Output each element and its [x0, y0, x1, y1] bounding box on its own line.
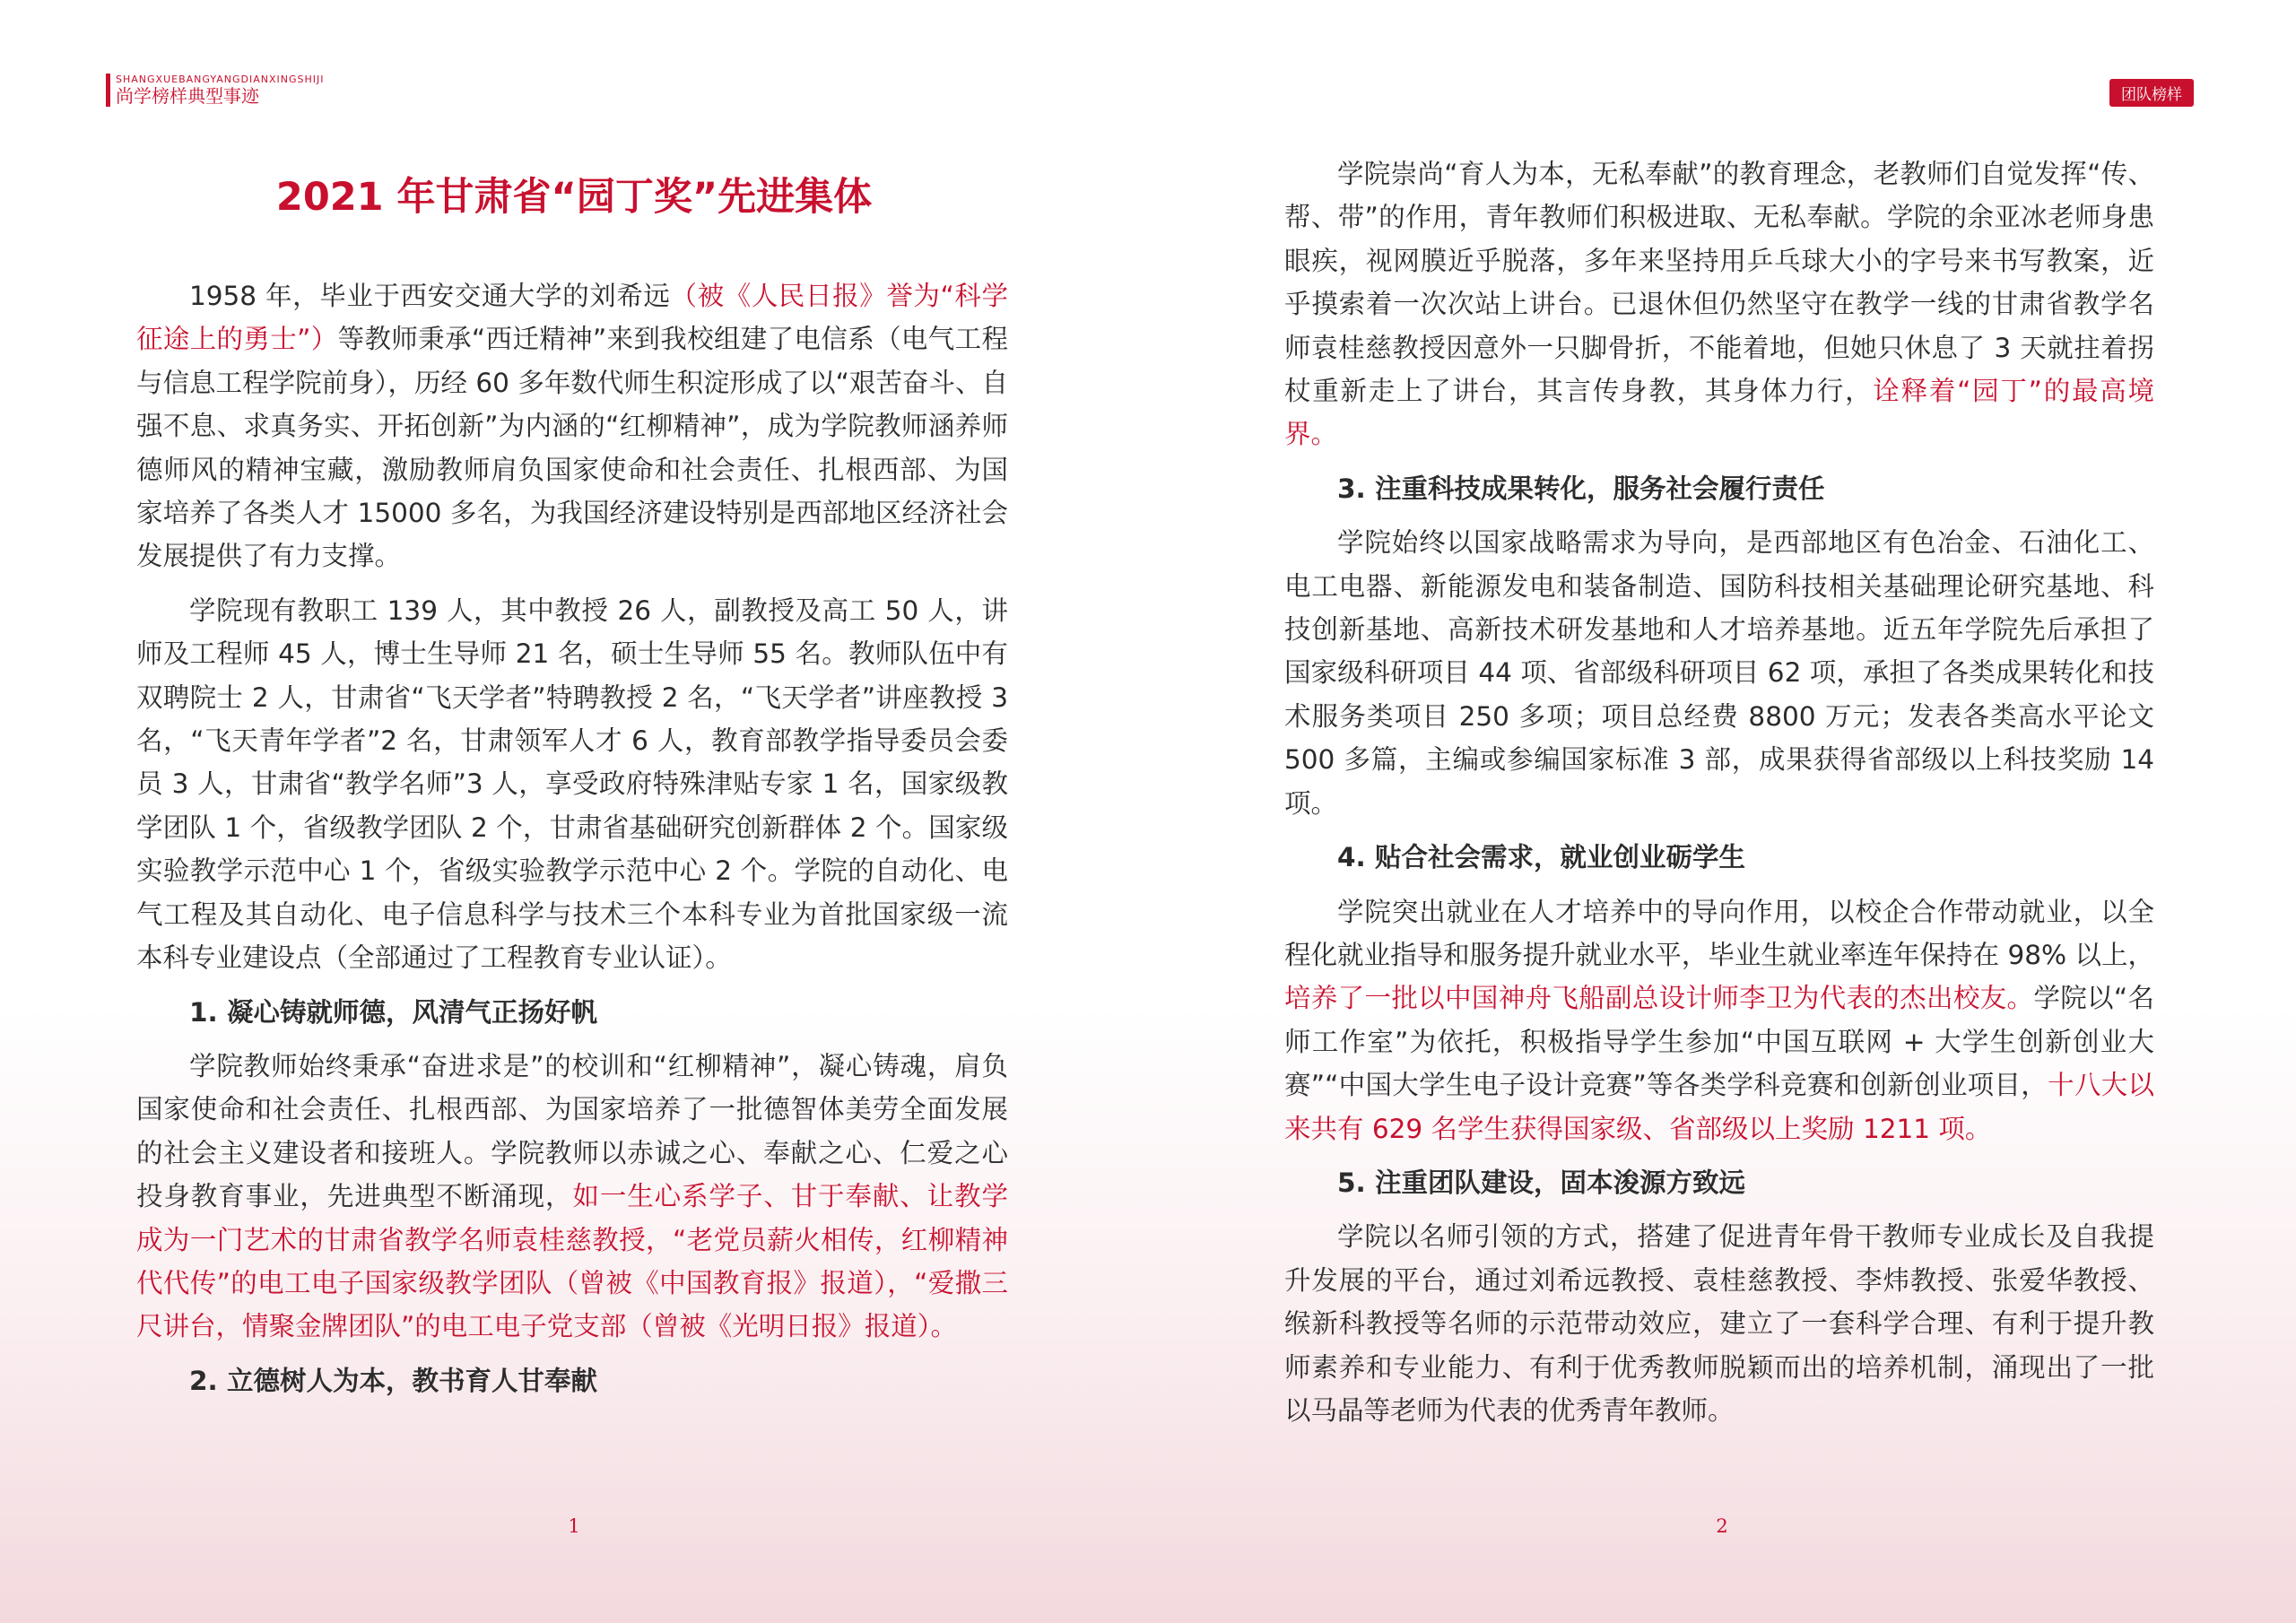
- highlight-text: 如一生心系学子、甘于奉献、让教学成为一门艺术的甘肃省教学名师袁桂慈教授，“老党员薪火相传，红柳精神代代传”的电工电子国家级教学团队（曾被《中国教育报》报道），“爱撒三尺讲台，情聚金牌团队”的电工电子党支部（曾被《光明日报》报道）。: [136, 1181, 1008, 1342]
- page-number: 2: [1716, 1515, 1728, 1537]
- paragraph: 学院始终以国家战略需求为导向，是西部地区有色冶金、石油化工、电工电器、新能源发电和装备制造、国防科技相关基础理论研究基地、科技创新基地、高新技术研发基地和人才培养基地。近五年学院先后承担了国家级科研项目 44 项、省部级科研项目 62 项，承担了各类成果转化和技术服务类项目 250 多项；项目总经费 8800 万元；发表各类高水平论文 500 多篇，主编或参编国家标准 3 部，成果获得省部级以上科技奖励 14 项。: [1284, 527, 2154, 819]
- right-text-column: [1284, 152, 2154, 1443]
- highlight-text: 诠释着“园丁”的最高境界。: [1284, 376, 2154, 450]
- highlight-text: 十八大以来共有 629 名学生获得国家级、省部级以上奖励 1211 项。: [1284, 1070, 2154, 1144]
- section-header: [106, 74, 324, 107]
- paragraph: 学院以名师引领的方式，搭建了促进青年骨干教师专业成长及自我提升发展的平台，通过刘希远教授、袁桂慈教授、李炜教授、张爱华教授、缑新科教授等名师的示范带动效应，建立了一套科学合理、有利于提升教师素养和专业能力、有利于优秀教师脱颖而出的培养机制，涌现出了一批以马晶等老师为代表的优秀青年教师。: [1284, 1221, 2154, 1426]
- section-heading: 5. 注重团队建设，固本浚源方致远: [1337, 1167, 1746, 1198]
- paragraph: [1284, 890, 2154, 1150]
- highlight-text: （被《人民日报》誉为“科学征途上的勇士”）: [136, 281, 1008, 355]
- section-heading: 2. 立德树人为本，教书育人甘奉献: [189, 1365, 598, 1396]
- paragraph: [1284, 152, 2154, 456]
- section-header-label: 尚学榜样典型事迹: [116, 85, 259, 107]
- section-heading: 4. 贴合社会需求，就业创业砺学生: [1337, 842, 1746, 873]
- text-run: 学院崇尚“育人为本，无私奉献”的教育理念，老教师们自觉发挥“传、帮、带”的作用，青年教师们积极进取、无私奉献。学院的余亚冰老师身患眼疾，视网膜近乎脱落，多年来坚持用乒乓球大小的字号来书写教案，近乎摸索着一次次站上讲台。已退休但仍然坚守在教学一线的甘肃省教学名师袁桂慈教授因意外一只脚骨折，不能着地，但她只休息了 3 天就拄着拐杖重新走上了讲台，其言传身教，其身体力行，: [1284, 159, 2154, 407]
- text-run: 学院以“名师工作室”为依托，积极指导学生参加“中国互联网 + 大学生创新创业大赛”“中国大学生电子设计竞赛”等各类学科竞赛和创新创业项目，: [1284, 983, 2154, 1101]
- section-heading: 3. 注重科技成果转化，服务社会履行责任: [1337, 473, 1825, 504]
- page-title: 2021 年甘肃省“园丁奖”先进集体: [275, 175, 873, 220]
- text-run: 等教师秉承“西迁精神”来到我校组建了电信系（电气工程与信息工程学院前身），历经 60 多年数代师生积淀形成了以“艰苦奋斗、自强不息、求真务实、开拓创新”为内涵的“红柳精神”，成为学院教师涵养师德师风的精神宝藏，激励教师肩负国家使命和社会责任、扎根西部、为国家培养了各类人才 15000 多名，为我国经济建设特别是西部地区经济社会发展提供了有力支撑。: [136, 324, 1008, 572]
- section-badge: 团队榜样: [2109, 79, 2194, 107]
- paragraph: [136, 1045, 1008, 1349]
- highlight-text: 培养了一批以中国神舟飞船副总设计师李卫为代表的杰出校友。: [1284, 983, 2034, 1014]
- left-text-column: [136, 274, 1008, 1413]
- section-header-pinyin: SHANGXUEBANGYANGDIANXINGSHIJI: [116, 74, 325, 85]
- text-run: 学院教师始终秉承“奋进求是”的校训和“红柳精神”，凝心铸魂，肩负国家使命和社会责任、扎根西部、为国家培养了一批德智体美劳全面发展的社会主义建设者和接班人。学院教师以赤诚之心、奉献之心、仁爱之心投身教育事业，先进典型不断涌现，: [136, 1050, 1008, 1212]
- text-run: 1958 年，毕业于西安交通大学的刘希远: [189, 281, 671, 311]
- paragraph: [136, 274, 1008, 578]
- text-run: 学院突出就业在人才培养中的导向作用，以校企合作带动就业，以全程化就业指导和服务提升就业水平，毕业生就业率连年保持在 98% 以上，: [1284, 896, 2154, 970]
- right-page: [1148, 0, 2296, 1623]
- section-heading: 1. 凝心铸就师德，风清气正扬好帆: [189, 996, 598, 1028]
- paragraph: 学院现有教职工 139 人，其中教授 26 人，副教授及高工 50 人，讲师及工程师 45 人，博士生导师 21 名，硕士生导师 55 名。教师队伍中有双聘院士 2 人，甘肃省“飞天学者”特聘教授 2 名，“飞天学者”讲座教授 3 名，“飞天青年学者”2 名，甘肃领军人才 6 人，教育部教学指导委员会委员 3 人，甘肃省“教学名师”3 人，享受政府特殊津贴专家 1 名，国家级教学团队 1 个，省级教学团队 2 个，甘肃省基础研究创新群体 2 个。国家级实验教学示范中心 1 个，省级实验教学示范中心 2 个。学院的自动化、电气工程及其自动化、电子信息科学与技术三个本科专业为首批国家级一流本科专业建设点（全部通过了工程教育专业认证）。: [136, 595, 1008, 974]
- page-number: 1: [568, 1515, 580, 1537]
